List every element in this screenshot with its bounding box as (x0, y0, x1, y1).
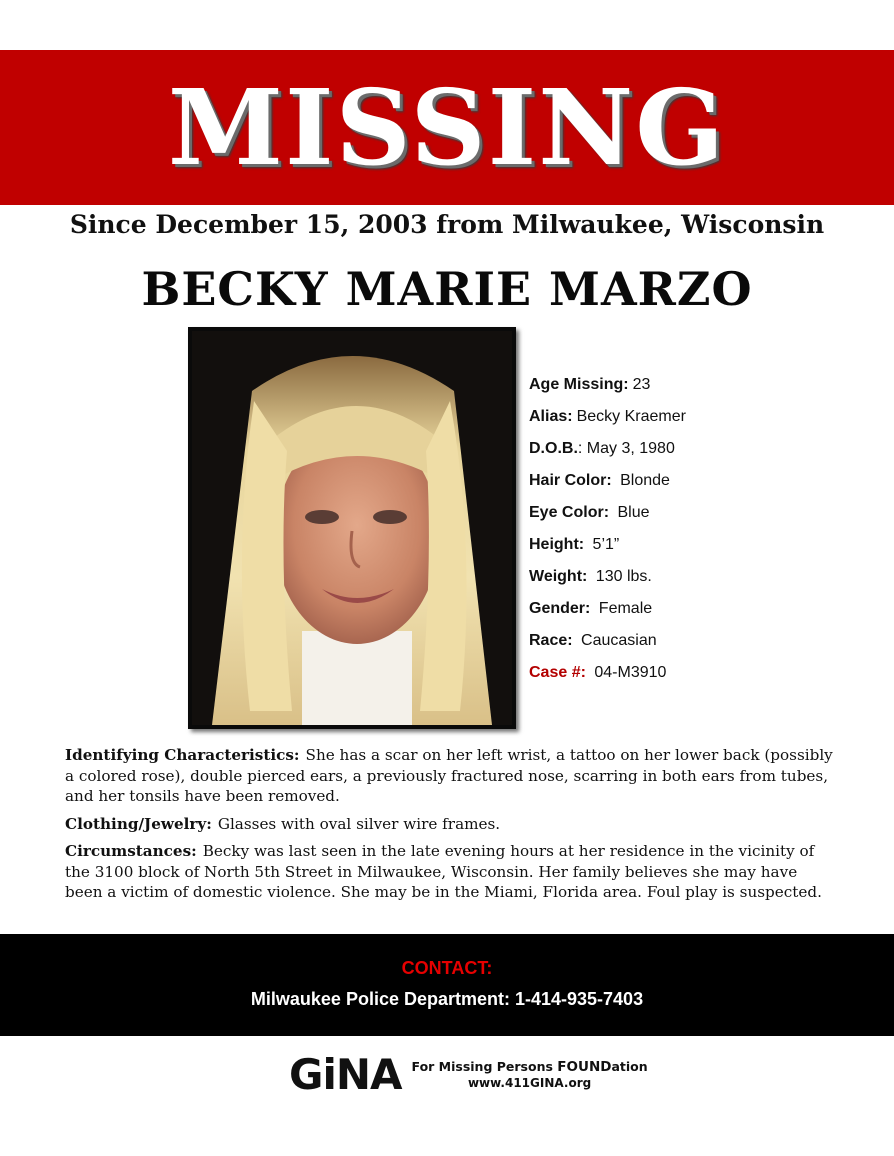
clothing-text: Glasses with oval silver wire frames. (217, 814, 501, 833)
circumstances-text: Becky was last seen in the late evening hours at her residence in the vicinity of the 3100 block of North 5th Street in Milwaukee, Wisconsin. Her family believes she may have been a victim of domestic violence. She may be in the Miami, Florida area. Foul play is suspected. (65, 842, 822, 901)
logo-tagline (412, 1059, 648, 1075)
fact-label: Hair Color: (529, 472, 612, 489)
contact-bar (0, 934, 894, 1036)
contact-phone[interactable]: Milwaukee Police Department: 1-414-935-7403 (250, 989, 644, 1009)
fact-label: Race: (529, 632, 573, 649)
fact-value: 130 lbs. (591, 568, 652, 585)
fact-weight (529, 566, 859, 598)
fact-value: 04-M3910 (589, 664, 667, 681)
fact-label: Weight: (529, 568, 588, 585)
fact-value: Caucasian (576, 632, 657, 649)
circumstances (65, 841, 835, 903)
tagline-found: FOUND (557, 1059, 612, 1075)
portrait-image (192, 331, 512, 725)
fact-dob (529, 438, 859, 470)
contact-label: CONTACT: (401, 958, 493, 978)
fact-label: Gender: (529, 600, 591, 617)
case-details (65, 745, 835, 910)
fact-hair-color (529, 470, 859, 502)
fact-eye-color (529, 502, 859, 534)
identifying-characteristics (65, 745, 835, 807)
fact-label: D.O.B. (529, 440, 578, 457)
person-facts (529, 374, 859, 694)
fact-label: Alias: (529, 408, 573, 425)
fact-value: Female (594, 600, 653, 617)
gina-logo: GiNA (289, 1050, 402, 1099)
fact-value: 5’1” (588, 536, 620, 553)
identifying-text: She has a scar on her left wrist, a tattoo on her lower back (possibly a colored rose), double pierced ears, a previously fractured nose, scarring in both ears from tubes, and her tonsils have been removed. (65, 746, 833, 805)
fact-alias (529, 406, 859, 438)
clothing-jewelry (65, 814, 835, 835)
fact-label: Eye Color: (529, 504, 610, 521)
fact-gender (529, 598, 859, 630)
person-name: BECKY MARIE MARZO (141, 262, 753, 316)
fact-race (529, 630, 859, 662)
fact-age-missing (529, 374, 859, 406)
identifying-label: Identifying Characteristics: (65, 746, 300, 764)
fact-value: Blonde (615, 472, 670, 489)
fact-label: Age Missing: (529, 376, 629, 393)
fact-label: Case #: (529, 664, 586, 681)
missing-banner (0, 50, 894, 205)
fact-label: Height: (529, 536, 585, 553)
logo-text (412, 1059, 648, 1091)
circumstances-label: Circumstances: (65, 842, 197, 860)
tagline-prefix: For Missing Persons (411, 1059, 558, 1074)
tagline-suffix: ation (611, 1059, 648, 1074)
fact-value: Becky Kraemer (576, 408, 686, 425)
footer-logo (289, 1052, 648, 1098)
fact-value: Blue (613, 504, 650, 521)
person-photo (188, 327, 516, 729)
website-link[interactable]: www.411GINA.org (467, 1076, 592, 1090)
fact-value: : May 3, 1980 (577, 440, 675, 457)
clothing-label: Clothing/Jewelry: (65, 814, 212, 833)
fact-value: 23 (632, 376, 651, 393)
banner-title: MISSING (167, 65, 727, 189)
missing-since-line: Since December 15, 2003 from Milwaukee, Wisconsin (69, 210, 825, 239)
fact-height (529, 534, 859, 566)
fact-case-number (529, 662, 859, 694)
